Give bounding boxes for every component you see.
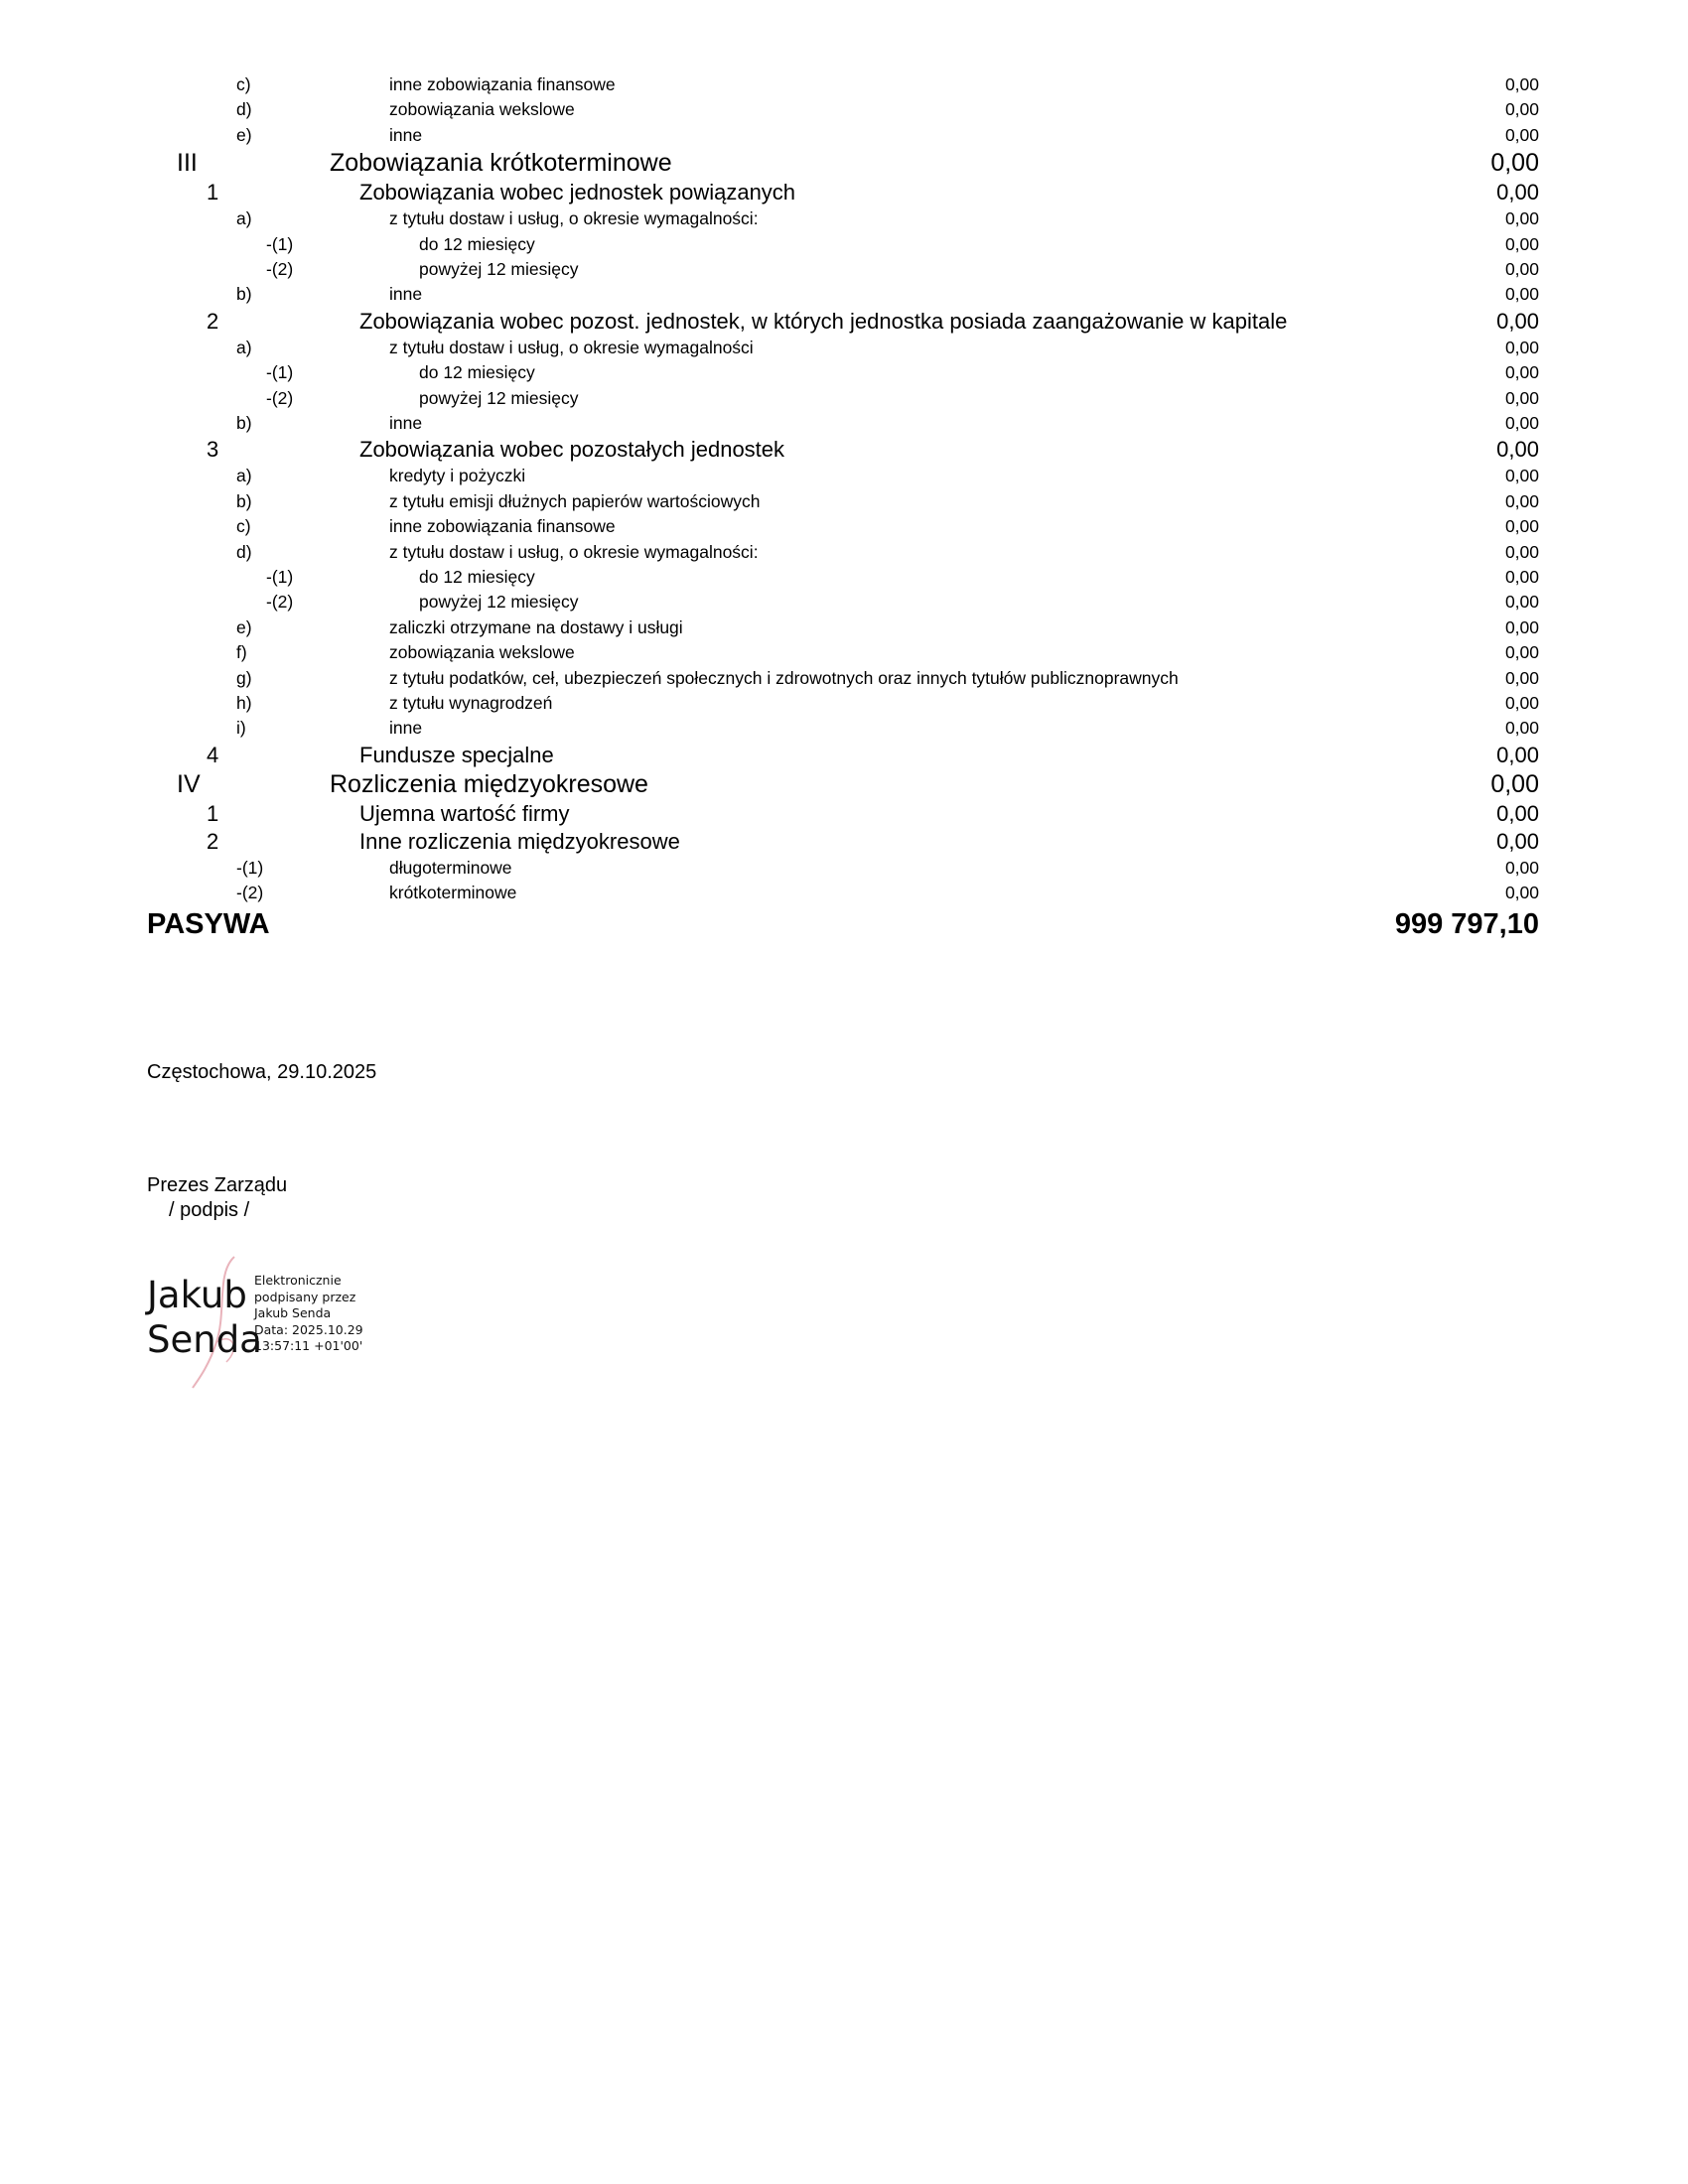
table-row	[0, 540, 1688, 565]
row-marker: 1	[207, 180, 219, 205]
row-marker: a)	[236, 337, 252, 357]
row-label: z tytułu dostaw i usług, o okresie wymagalności:	[389, 208, 759, 229]
row-label: krótkoterminowe	[389, 883, 517, 903]
row-marker: e)	[236, 616, 252, 637]
row-marker: c)	[236, 74, 251, 94]
row-label: inne	[389, 718, 423, 739]
row-marker: a)	[236, 208, 252, 229]
row-value: 0,00	[1496, 437, 1539, 463]
table-row	[0, 514, 1688, 539]
row-value: 0,00	[1504, 362, 1539, 383]
row-value: 0,00	[1504, 490, 1539, 511]
row-marker: e)	[236, 124, 252, 145]
row-label: Inne rozliczenia międzyokresowe	[359, 828, 680, 854]
signature-note-line: podpisany przez	[254, 1289, 356, 1304]
table-row	[0, 308, 1688, 336]
row-label: do 12 miesięcy	[419, 567, 535, 587]
row-label: powyżej 12 miesięcy	[419, 259, 579, 279]
row-value: 0,00	[1504, 642, 1539, 663]
row-label: z tytułu dostaw i usług, o okresie wymagalności:	[389, 541, 759, 562]
row-value: 0,00	[1496, 308, 1539, 334]
row-value: 0,00	[1504, 284, 1539, 305]
row-label: zobowiązania wekslowe	[389, 99, 575, 120]
row-value: 0,00	[1504, 693, 1539, 713]
table-row	[0, 336, 1688, 360]
row-marker: d)	[236, 541, 252, 562]
row-value: 0,00	[1504, 883, 1539, 903]
table-row	[0, 282, 1688, 307]
row-label: inne zobowiązania finansowe	[389, 74, 616, 94]
row-value: 0,00	[1496, 180, 1539, 205]
table-row	[0, 386, 1688, 411]
table-row	[0, 691, 1688, 716]
row-marker: h)	[236, 693, 252, 713]
row-label: powyżej 12 miesięcy	[419, 387, 579, 408]
row-label: długoterminowe	[389, 857, 512, 878]
electronic-signature	[147, 1259, 405, 1398]
table-row	[0, 640, 1688, 665]
row-value: 0,00	[1504, 466, 1539, 486]
table-row	[0, 716, 1688, 741]
signer-role: Prezes Zarządu	[147, 1174, 288, 1196]
table-row	[0, 360, 1688, 385]
signature-note-line: 13:57:11 +01'00'	[254, 1338, 363, 1353]
row-marker: -(1)	[266, 362, 294, 383]
row-marker: -(2)	[266, 259, 294, 279]
row-label: do 12 miesięcy	[419, 233, 535, 254]
row-label: Zobowiązania krótkoterminowe	[330, 149, 672, 178]
table-row	[0, 97, 1688, 122]
row-value: 0,00	[1504, 259, 1539, 279]
row-label: z tytułu wynagrodzeń	[389, 693, 553, 713]
table-row	[0, 590, 1688, 614]
signature-note-line: Jakub Senda	[254, 1305, 332, 1320]
row-marker: f)	[236, 642, 247, 663]
table-row	[0, 436, 1688, 464]
row-value: 0,00	[1496, 742, 1539, 767]
row-value: 0,00	[1504, 516, 1539, 537]
row-value: 0,00	[1496, 800, 1539, 826]
table-row	[0, 489, 1688, 514]
table-row	[0, 828, 1688, 856]
row-label: zaliczki otrzymane na dostawy i usługi	[389, 616, 683, 637]
row-label: PASYWA	[147, 907, 270, 940]
row-label: kredyty i pożyczki	[389, 466, 526, 486]
table-row	[0, 666, 1688, 691]
row-label: powyżej 12 miesięcy	[419, 592, 579, 613]
row-marker: 1	[207, 800, 219, 826]
table-row	[0, 411, 1688, 436]
signature-note-line: Data: 2025.10.29	[254, 1321, 363, 1337]
row-value: 0,00	[1504, 857, 1539, 878]
row-value: 999 797,10	[1394, 907, 1539, 940]
row-value: 0,00	[1490, 769, 1539, 798]
table-row	[0, 464, 1688, 488]
total-row	[0, 906, 1688, 942]
table-row	[0, 148, 1688, 178]
row-marker: IV	[177, 769, 201, 798]
row-marker: 3	[207, 437, 219, 463]
row-label: inne	[389, 413, 423, 433]
row-marker: i)	[236, 718, 246, 739]
row-value: 0,00	[1504, 413, 1539, 433]
row-value: 0,00	[1490, 149, 1539, 178]
table-row	[0, 856, 1688, 881]
table-row	[0, 881, 1688, 905]
row-marker: b)	[236, 490, 252, 511]
table-row	[0, 72, 1688, 97]
row-label: Zobowiązania wobec pozost. jednostek, w których jednostka posiada zaangażowanie w kapitale	[359, 308, 1288, 334]
row-marker: III	[177, 149, 198, 178]
row-marker: c)	[236, 516, 251, 537]
row-value: 0,00	[1504, 718, 1539, 739]
row-value: 0,00	[1504, 541, 1539, 562]
row-label: z tytułu emisji dłużnych papierów wartościowych	[389, 490, 761, 511]
row-marker: b)	[236, 413, 252, 433]
table-row	[0, 257, 1688, 282]
signature-first-name: Jakub	[147, 1274, 247, 1316]
table-row	[0, 179, 1688, 206]
row-marker: -(1)	[266, 567, 294, 587]
place-date: Częstochowa, 29.10.2025	[147, 1061, 377, 1083]
row-label: inne	[389, 124, 423, 145]
row-marker: 2	[207, 828, 219, 854]
table-row	[0, 615, 1688, 640]
row-value: 0,00	[1504, 208, 1539, 229]
row-value: 0,00	[1504, 337, 1539, 357]
row-marker: -(2)	[266, 592, 294, 613]
row-label: do 12 miesięcy	[419, 362, 535, 383]
row-label: z tytułu dostaw i usług, o okresie wymagalności	[389, 337, 754, 357]
row-value: 0,00	[1504, 233, 1539, 254]
row-value: 0,00	[1504, 616, 1539, 637]
table-row	[0, 206, 1688, 231]
row-value: 0,00	[1504, 124, 1539, 145]
signature-caption: / podpis /	[169, 1199, 250, 1221]
row-value: 0,00	[1504, 592, 1539, 613]
row-value: 0,00	[1504, 667, 1539, 688]
table-row	[0, 232, 1688, 257]
row-label: Ujemna wartość firmy	[359, 800, 570, 826]
row-label: inne zobowiązania finansowe	[389, 516, 616, 537]
row-marker: 2	[207, 308, 219, 334]
row-value: 0,00	[1504, 567, 1539, 587]
row-value: 0,00	[1496, 828, 1539, 854]
row-label: Zobowiązania wobec jednostek powiązanych	[359, 180, 796, 205]
row-label: Rozliczenia międzyokresowe	[330, 769, 648, 798]
row-marker: -(2)	[266, 387, 294, 408]
signature-note-line: Elektronicznie	[254, 1273, 342, 1288]
row-marker: b)	[236, 284, 252, 305]
signature-last-name: Senda	[147, 1318, 262, 1361]
row-label: inne	[389, 284, 423, 305]
table-row	[0, 742, 1688, 769]
row-marker: d)	[236, 99, 252, 120]
row-marker: a)	[236, 466, 252, 486]
row-value: 0,00	[1504, 387, 1539, 408]
row-marker: 4	[207, 742, 219, 767]
row-label: Zobowiązania wobec pozostałych jednostek	[359, 437, 785, 463]
row-marker: -(1)	[236, 857, 264, 878]
table-row	[0, 565, 1688, 590]
row-label: z tytułu podatków, ceł, ubezpieczeń społecznych i zdrowotnych oraz innych tytułów publicznoprawnych	[389, 667, 1179, 688]
table-row	[0, 123, 1688, 148]
signature-note	[254, 1273, 363, 1355]
row-value: 0,00	[1504, 74, 1539, 94]
row-marker: g)	[236, 667, 252, 688]
row-label: zobowiązania wekslowe	[389, 642, 575, 663]
row-marker: -(2)	[236, 883, 264, 903]
row-marker: -(1)	[266, 233, 294, 254]
table-row	[0, 769, 1688, 799]
row-label: Fundusze specjalne	[359, 742, 554, 767]
table-row	[0, 800, 1688, 828]
row-value: 0,00	[1504, 99, 1539, 120]
